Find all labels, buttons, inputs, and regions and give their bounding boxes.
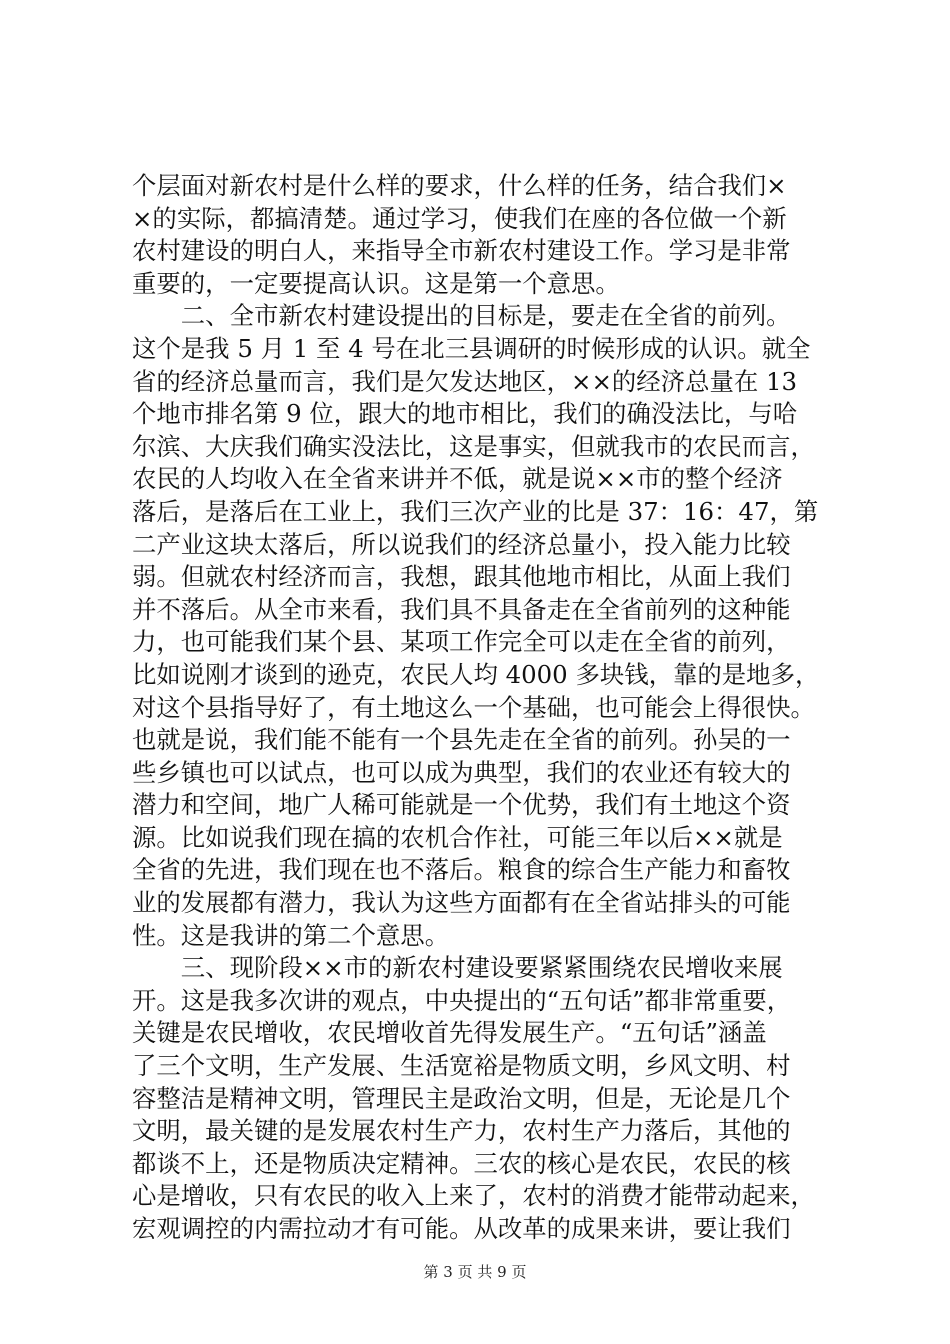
text-line: 性。这是我讲的第二个意思。 bbox=[132, 920, 450, 950]
text-line: 对这个县指导好了，有土地这么一个基础，也可能会上得很快。 bbox=[132, 692, 815, 722]
text-line: 二产业这块太落后，所以说我们的经济总量小，投入能力比较 bbox=[132, 529, 791, 559]
text-line: 宏观调控的内需拉动才有可能。从改革的成果来讲，要让我们 bbox=[132, 1214, 791, 1243]
text-line: 个层面对新农村是什么样的要求，什么样的任务，结合我们× bbox=[132, 171, 787, 200]
text-line: 弱。但就农村经济而言，我想，跟其他地市相比，从面上我们 bbox=[132, 562, 791, 592]
text-line: 也就是说，我们能不能有一个县先走在全省的前列。孙吴的一 bbox=[132, 725, 791, 755]
text-line: 农民的人均收入在全省来讲并不低，就是说××市的整个经济 bbox=[132, 464, 783, 494]
text-line: 些乡镇也可以试点，也可以成为典型，我们的农业还有较大的 bbox=[132, 757, 791, 787]
text-line: 都谈不上，还是物质决定精神。三农的核心是农民，农民的核 bbox=[132, 1148, 791, 1178]
text-line: 个地市排名第 9 位，跟大的地市相比，我们的确没法比，与哈 bbox=[132, 399, 798, 429]
page-number: 第 3 页 共 9 页 bbox=[423, 1263, 527, 1281]
text-line: 尔滨、大庆我们确实没法比，这是事实，但就我市的农民而言， bbox=[132, 431, 815, 461]
text-line: 这个是我 5 月 1 至 4 号在北三县调研的时候形成的认识。就全 bbox=[132, 333, 811, 363]
text-line: 全省的先进，我们现在也不落后。粮食的综合生产能力和畜牧 bbox=[132, 855, 791, 885]
text-line: 业的发展都有潜力，我认为这些方面都有在全省站排头的可能 bbox=[132, 888, 791, 918]
text-line: 农村建设的明白人，来指导全市新农村建设工作。学习是非常 bbox=[132, 236, 791, 266]
text-line: 关键是农民增收，农民增收首先得发展生产。“五句话”涵盖 bbox=[132, 1018, 767, 1048]
text-line: 源。比如说我们现在搞的农机合作社，可能三年以后××就是 bbox=[132, 822, 783, 852]
page-footer bbox=[0, 1262, 950, 1282]
body-text bbox=[132, 170, 832, 1246]
text-line: ×的实际，都搞清楚。通过学习，使我们在座的各位做一个新 bbox=[132, 203, 787, 233]
text-line: 三、现阶段××市的新农村建设要紧紧围绕农民增收来展 bbox=[132, 953, 783, 983]
text-line: 文明，最关键的是发展农村生产力，农村生产力落后，其他的 bbox=[132, 1116, 791, 1146]
text-line: 重要的，一定要提高认识。这是第一个意思。 bbox=[132, 268, 620, 298]
text-line: 心是增收，只有农民的收入上来了，农村的消费才能带动起来， bbox=[132, 1181, 815, 1211]
text-line: 容整洁是精神文明，管理民主是政治文明，但是，无论是几个 bbox=[132, 1083, 791, 1113]
text-line: 二、全市新农村建设提出的目标是，要走在全省的前列。 bbox=[132, 301, 791, 331]
text-line: 省的经济总量而言，我们是欠发达地区，××的经济总量在 13 bbox=[132, 366, 798, 396]
text-line: 比如说刚才谈到的逊克，农民人均 4000 多块钱，靠的是地多， bbox=[132, 659, 820, 689]
text-line: 并不落后。从全市来看，我们具不具备走在全省前列的这种能 bbox=[132, 594, 791, 624]
text-line: 了三个文明，生产发展、生活宽裕是物质文明，乡风文明、村 bbox=[132, 1051, 791, 1081]
text-line: 开。这是我多次讲的观点，中央提出的“五句话”都非常重要， bbox=[132, 985, 792, 1015]
text-line: 潜力和空间，地广人稀可能就是一个优势，我们有土地这个资 bbox=[132, 790, 791, 820]
text-line: 力，也可能我们某个县、某项工作完全可以走在全省的前列， bbox=[132, 627, 791, 657]
text-line: 落后，是落后在工业上，我们三次产业的比是 37：16：47，第 bbox=[132, 496, 819, 526]
